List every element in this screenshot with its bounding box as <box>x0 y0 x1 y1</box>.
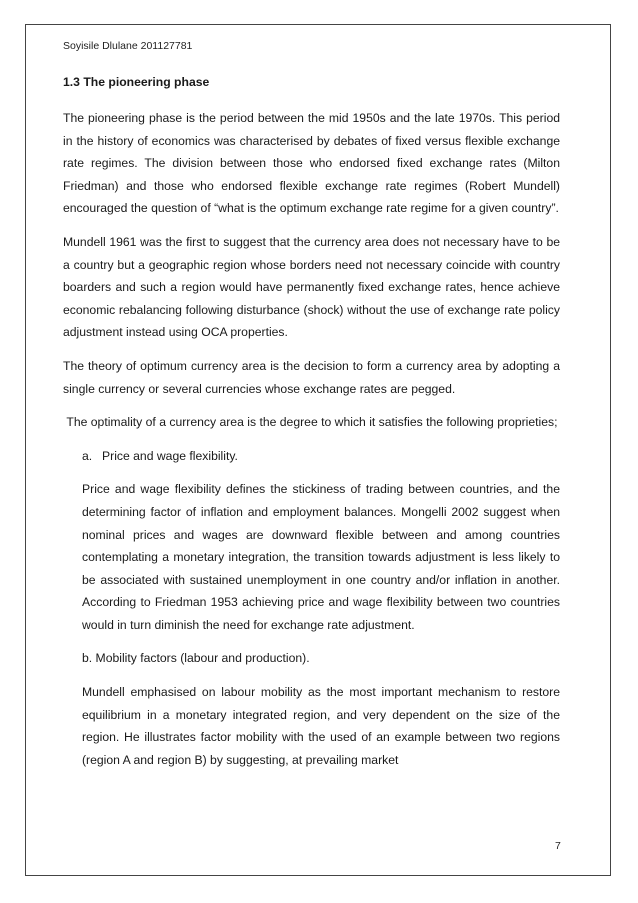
paragraph-oca-theory: The theory of optimum currency area is the decision to form a currency area by adopting a single currency or several currencies whose exchange rates are pegged. <box>63 358 560 396</box>
page-number: 7 <box>555 840 561 852</box>
paragraph-pioneering-phase: The pioneering phase is the period between the mid 1950s and the late 1970s. This period in the history of economics was characterised by debates of fixed versus flexible exchange rate regimes. The division between those who endorsed fixed exchange rates (Milton Friedman) and those who endorsed flexible exchange rate regimes (Robert Mundell) encouraged the question of “what is the optimum exchange rate regime for a given country”. <box>63 111 560 216</box>
document-body <box>63 74 560 782</box>
list-marker-a: a. <box>82 448 93 463</box>
section-title: 1.3 The pioneering phase <box>63 75 210 89</box>
paragraph-price-wage-flexibility: Price and wage flexibility defines the stickiness of trading between countries, and the determining factor of inflation and employment balances. Mongelli 2002 suggest when nominal prices and wages are downward flexible between and among countries contemplating a monetary integration, the transition towards adjustment is less likely to be associated with sustained unemployment in one country and/or inflation in another. According to Friedman 1953 achieving price and wage flexibility between two countries would in turn diminish the need for exchange rate adjustment. <box>82 482 560 632</box>
paragraph-optimality: The optimality of a currency area is the degree to which it satisfies the following proprieties; <box>63 415 558 430</box>
page-header: Soyisile Dlulane 201127781 <box>63 40 193 52</box>
list-item-a-label: Price and wage flexibility. <box>102 448 238 463</box>
list-item-b-label: b. Mobility factors (labour and production). <box>82 651 310 666</box>
paragraph-mundell-1961: Mundell 1961 was the first to suggest that the currency area does not necessary have to be a country but a geographic region whose borders need not necessary coincide with country boarders and such a region would have permanently fixed exchange rates, hence achieve economic rebalancing following disturbance (shock) without the use of exchange rate policy adjustment instead using OCA properties. <box>63 234 560 340</box>
list-item-a <box>82 445 560 468</box>
paragraph-labour-mobility: Mundell emphasised on labour mobility as the most important mechanism to restore equilibrium in a monetary integrated region, and very dependent on the size of the region. He illustrates factor mobility with the used of an example between two regions (region A and region B) by suggesting, at prevailing market <box>82 685 560 767</box>
